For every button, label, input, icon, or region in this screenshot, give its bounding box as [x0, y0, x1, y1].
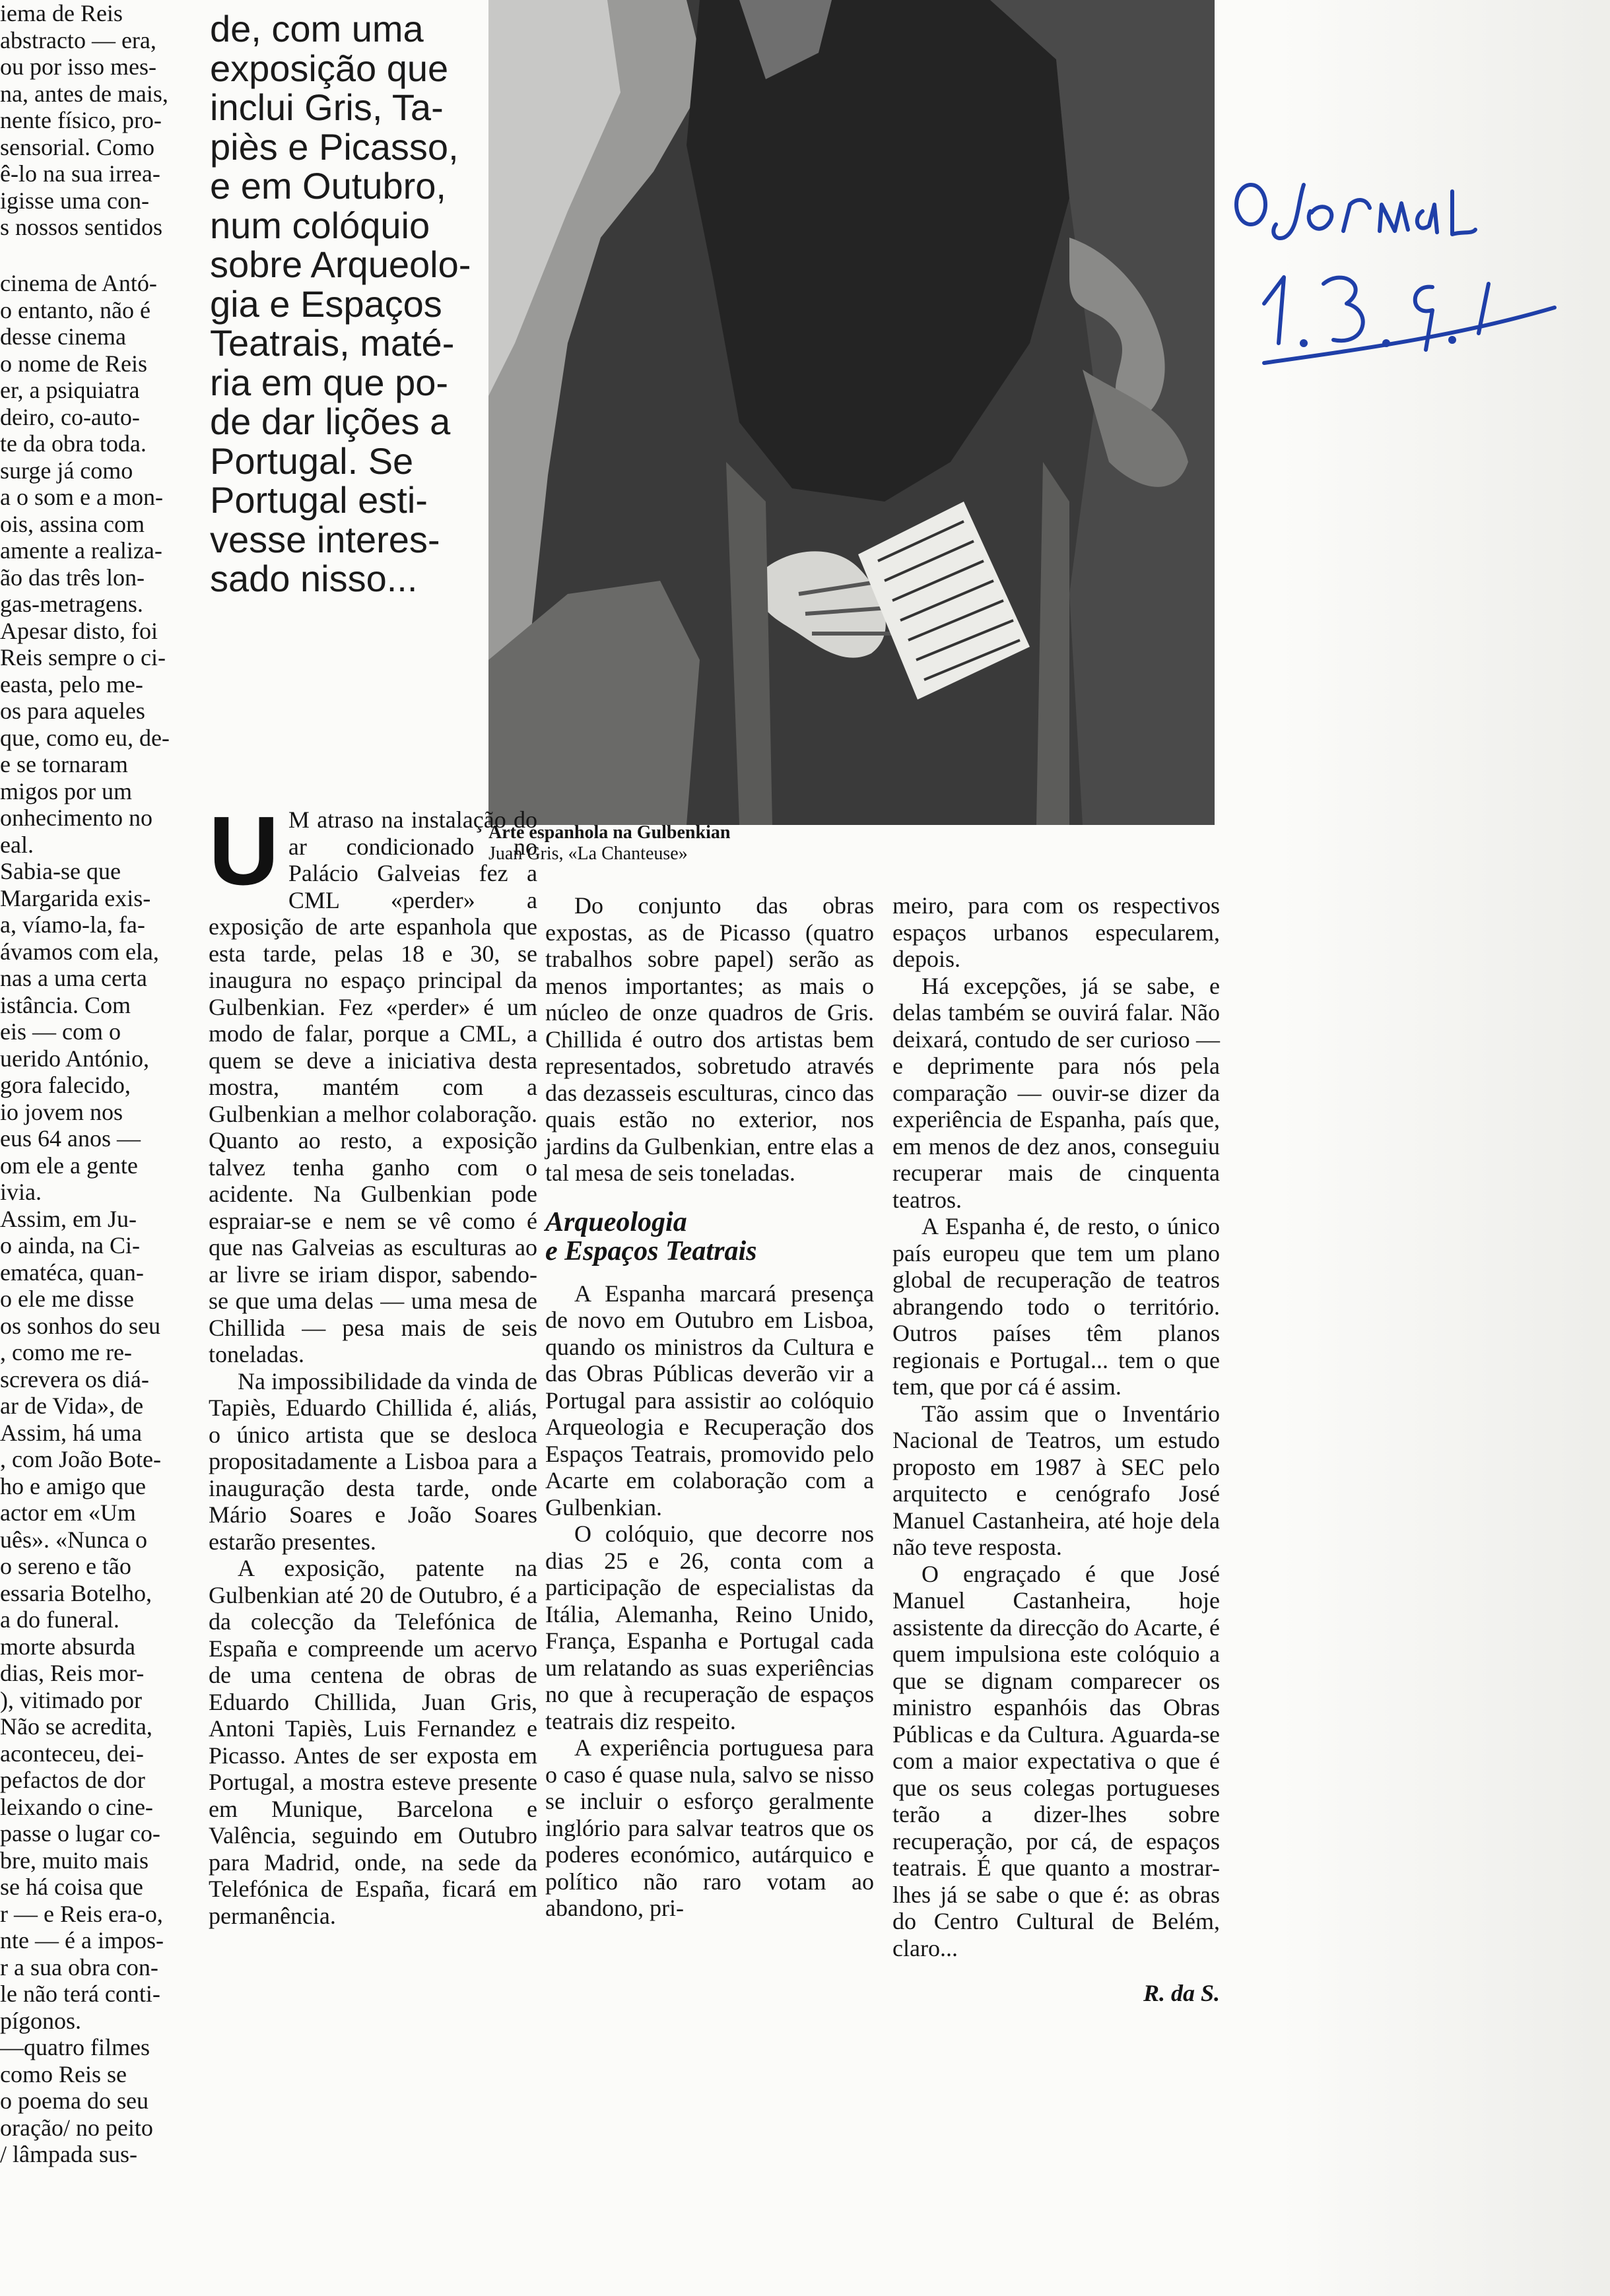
lead-line: num colóquio	[210, 204, 430, 246]
left-column-line: aconteceu, dei-	[0, 1740, 144, 1767]
left-column-line: abstracto — era,	[0, 26, 156, 53]
left-column-line: Assim, há uma	[0, 1419, 142, 1446]
article-column-2-top	[545, 892, 874, 1187]
left-column-line: istância. Com	[0, 991, 131, 1018]
left-column-line: er, a psiquiatra	[0, 377, 140, 403]
handwritten-letter-o	[1236, 185, 1265, 224]
left-column-line: migos por um	[0, 777, 133, 804]
left-cutoff-column	[0, 0, 191, 2168]
left-column-line: gora falecido,	[0, 1072, 131, 1098]
left-column-line: a do funeral.	[0, 1606, 119, 1633]
lead-line: inclui Gris, Ta-	[210, 86, 444, 128]
left-column-line: s nossos sentidos	[0, 214, 163, 240]
article-paragraph: Há excepções, já se sabe, e delas também se ouvirá falar. Não deixará, contudo de ser curioso — e deprimente para nós pela comparação — ouvir-se dizer da experiência de Espanha, país que, em menos de dez anos, conseguiu recuperar mais de cinquenta teatros.	[892, 972, 1220, 1213]
left-column-line: eus 64 anos —	[0, 1125, 141, 1152]
article-column-3	[892, 892, 1220, 2007]
lead-line: gia e Espaços	[210, 282, 442, 325]
left-column-line: amente a realiza-	[0, 537, 162, 564]
left-column-line: om ele a gente	[0, 1152, 138, 1179]
left-column-line: r a sua obra con-	[0, 1953, 158, 1981]
left-column-line: na, antes de mais,	[0, 80, 168, 107]
author-signature: R. da S.	[1143, 1980, 1220, 2006]
article-paragraph: O colóquio, que decorre nos dias 25 e 26, conta com a participação de especialistas da Itália, Alemanha, Reino Unido, França, Espanha e Portugal cada um relatando as suas experiências no que à recuperação de espaços teatrais diz respeito.	[545, 1521, 874, 1734]
lead-line: de dar lições a	[210, 401, 451, 442]
left-column-line: passe o lugar co-	[0, 1820, 160, 1847]
left-column-line: ois, assina com	[0, 510, 145, 537]
subheading-line1: Arqueologia	[545, 1206, 687, 1237]
lead-line: Portugal esti-	[210, 479, 428, 521]
section-subheading	[545, 1208, 874, 1266]
left-column-line: Reis sempre o ci-	[0, 644, 166, 671]
left-column-line: io jovem nos	[0, 1098, 123, 1125]
left-column-line: r — e Reis era-o,	[0, 1900, 163, 1927]
left-column-line: o poema do seu	[0, 2087, 149, 2114]
article-paragraph: meiro, para com os respectivos espaços urbanos especularem, depois.	[892, 892, 1220, 972]
article-column-1	[209, 797, 537, 1929]
left-column-line: cinema de Antó-	[0, 270, 157, 296]
left-column-line: pefactos de dor	[0, 1767, 145, 1793]
lead-text-column	[210, 9, 477, 599]
left-column-line: uerido António,	[0, 1045, 149, 1072]
left-column-line: oração/ no peito	[0, 2114, 153, 2141]
left-column-line: , como me re-	[0, 1339, 132, 1365]
left-column-line: como Reis se	[0, 2060, 127, 2087]
left-column-line: o entanto, não é	[0, 296, 151, 323]
left-column-line: essaria Botelho,	[0, 1579, 152, 1606]
drop-cap: U	[209, 797, 279, 905]
left-column-line: Apesar disto, foi	[0, 617, 158, 644]
left-column-line: ), vitimado por	[0, 1686, 142, 1713]
left-column-line: le não terá conti-	[0, 1981, 160, 2007]
lead-line: Teatrais, maté-	[210, 322, 455, 364]
article-column-2	[545, 892, 874, 1922]
article-paragraph: Na impossibilidade da vinda de Tapiès, Eduardo Chillida é, aliás, o único artista que se desloca propositadamente a Lisboa para a inauguração desta tarde, onde Mário Soares e João Soares estarão presentes.	[209, 1367, 537, 1555]
left-column-line: ão das três lon-	[0, 564, 145, 591]
left-column-line: nte — é a impos-	[0, 1927, 164, 1953]
left-column-line: ávamos com ela,	[0, 938, 159, 965]
left-column-line: se há coisa que	[0, 1874, 143, 1900]
article-column-3-body	[892, 892, 1220, 1961]
article-column-2-bottom	[545, 1280, 874, 1922]
article-paragraph: Do conjunto das obras expostas, as de Picasso (quatro trabalhos sobre papel) serão as menos importantes; as mais o núcleo de onze quadros de Gris. Chillida é outro dos artistas bem representados, sobretudo através das dezasseis esculturas, cinco das quais estão no exterior, nos jardins da Gulbenkian, entre elas a tal mesa de seis toneladas.	[545, 892, 874, 1186]
left-column-line: eal.	[0, 831, 34, 858]
left-column-line: os para aqueles	[0, 698, 145, 724]
left-column-line: bre, muito mais	[0, 1847, 149, 1874]
left-column-line: nas a uma certa	[0, 965, 147, 991]
left-column-line: nente físico, pro-	[0, 107, 162, 133]
article-paragraph: A exposição, patente na Gulbenkian até 20 de Outubro, é a da colecção da Telefónica de España e compreende um acervo de uma centena de obras de Eduardo Chillida, Juan Gris, Antoni Tapiès, Luis Fernandez e Picasso. Antes de ser exposta em Portugal, a mostra esteve presente em Munique, Barcelona e Valência, seguindo em Outubro para Madrid, onde, na sede da Telefónica de España, ficará em permanência.	[209, 1555, 537, 1929]
left-column-line: o ainda, na Ci-	[0, 1232, 140, 1259]
left-column-line: deiro, co-auto-	[0, 403, 140, 430]
left-column-line: ê-lo na sua irrea-	[0, 160, 160, 187]
left-column-line: , com João Bote-	[0, 1446, 161, 1472]
left-column-line: ou por isso mes-	[0, 53, 156, 80]
lead-line: sado nisso...	[210, 558, 418, 599]
left-column-line: desse cinema	[0, 323, 126, 350]
left-column-line: ar de Vida», de	[0, 1393, 144, 1419]
left-column-line: iema de Reis	[0, 0, 123, 26]
caption-title: Arte espanhola na Gulbenkian	[488, 822, 731, 843]
article-paragraph: M atraso na instalação do ar condicionado no Palácio Galveias fez a CML «perder» a exposição de arte espanhola que esta tarde, pelas 18 e 30, se inaugura no espaço principal da Gulbenkian. Fez «perder» é um modo de falar, porque a CML, a quem se deve a iniciativa desta mostra, mantém com a Gulbenkian a melhor colaboração. Quanto ao resto, a exposição talvez tenha ganho com o acidente. Na Gulbenkian pode espraiar-se e nem se vê como é que nas Galveias as esculturas ao ar livre se iriam dispor, sabendo-se que uma delas — uma mesa de Chillida — pesa mais de seis toneladas.	[209, 806, 537, 1367]
left-column-line: Sabia-se que	[0, 858, 121, 884]
left-column-line: gas-metragens.	[0, 591, 143, 617]
left-column-line: a, víamo-la, fa-	[0, 911, 145, 938]
left-column-line: Não se acredita,	[0, 1713, 152, 1740]
article-paragraph: A Espanha marcará presença de novo em Outubro em Lisboa, quando os ministros da Cultura e das Obras Públicas deverão vir a Portugal para assistir ao colóquio Arqueologia e Recuperação dos Espaços Teatrais, promovido pelo Acarte em colaboração com a Gulbenkian.	[545, 1280, 874, 1521]
left-column-line: easta, pelo me-	[0, 671, 143, 698]
left-column-line: Assim, em Ju-	[0, 1205, 137, 1232]
left-column-line: igisse uma con-	[0, 187, 149, 214]
caption-subtitle: Juan Gris, «La Chanteuse»	[488, 843, 688, 864]
left-column-line: e se tornaram	[0, 751, 128, 777]
painting-image	[488, 0, 1215, 825]
left-column-line: a o som e a mon-	[0, 484, 163, 510]
lead-line: piès e Picasso,	[210, 125, 459, 168]
lead-line: e em Outubro,	[210, 165, 446, 207]
left-column-line: morte absurda	[0, 1633, 135, 1660]
left-column-line: leixando o cine-	[0, 1793, 153, 1820]
article-paragraph: O engraçado é que José Manuel Castanheira, hoje assistente da direcção do Acarte, é quem impulsiona este colóquio a que se dignam comparecer os ministro espanhóis das Obras Públicas e da Cultura. Aguarda-se com a maior expectativa o que é que os seus colegas portugueses terão a dizer-lhes sobre recuperação, por cá, de espaços teatrais. É que quanto a mostrar-lhes já se sabe o que é: as obras do Centro Cultural de Belém, claro...	[892, 1560, 1220, 1961]
left-column-line: onhecimento no	[0, 804, 152, 831]
painting-photo	[488, 0, 1215, 825]
left-column-line: ho e amigo que	[0, 1472, 146, 1499]
left-column-line: eis — com o	[0, 1018, 121, 1045]
left-column-line: o ele me disse	[0, 1286, 134, 1312]
article-paragraph: A Espanha é, de resto, o único país europeu que tem um plano global de recuperação de teatros abrangendo todo o território. Outros países têm planos regionais e Portugal... tem o que tem, que por cá é assim.	[892, 1213, 1220, 1400]
left-column-line: o nome de Reis	[0, 350, 147, 377]
left-column-line: que, como eu, de-	[0, 724, 170, 751]
lead-line: sobre Arqueolo-	[210, 244, 471, 285]
left-column-line: / lâmpada sus-	[0, 2141, 137, 2167]
lead-line: ria em que po-	[210, 361, 449, 403]
handwritten-letter-j	[1273, 185, 1304, 238]
left-column-line: ivia.	[0, 1179, 42, 1205]
lead-line: exposição que	[210, 47, 449, 89]
left-column-line: sensorial. Como	[0, 133, 154, 160]
left-column-line: uês». «Nunca o	[0, 1526, 147, 1553]
left-column-line: surge já como	[0, 457, 133, 484]
article-column-1-body	[209, 797, 537, 1929]
handwritten-annotation	[1224, 152, 1568, 389]
photo-caption	[488, 822, 951, 865]
left-column-line: Margarida exis-	[0, 884, 151, 911]
article-paragraph: A experiência portuguesa para o caso é quase nula, salvo se nisso se incluir o esforço geralmente inglório para salvar teatros que os poderes económico, autárquico e político não raro votam ao abandono, pri-	[545, 1734, 874, 1921]
left-column-line: o sereno e tão	[0, 1553, 131, 1579]
left-column-line: ematéca, quan-	[0, 1259, 144, 1286]
article-paragraph: Tão assim que o Inventário Nacional de Teatros, um estudo proposto em 1987 à SEC pelo arquitecto e cenógrafo José Manuel Castanheira, até hoje dela não teve resposta.	[892, 1400, 1220, 1560]
left-column-line: screvera os diá-	[0, 1365, 149, 1393]
left-column-line: dias, Reis mor-	[0, 1660, 145, 1686]
lead-line: de, com uma	[210, 8, 424, 49]
left-column-line	[0, 244, 191, 271]
left-column-line: te da obra toda.	[0, 430, 147, 457]
left-column-line: pígonos.	[0, 2007, 82, 2034]
subheading-line2: e Espaços Teatrais	[545, 1235, 757, 1266]
lead-line: vesse interes-	[210, 518, 440, 560]
left-column-line: os sonhos do seu	[0, 1312, 161, 1339]
lead-line: Portugal. Se	[210, 440, 414, 482]
left-column-line: actor em «Um	[0, 1499, 136, 1526]
left-column-line: —quatro filmes	[0, 2034, 150, 2060]
